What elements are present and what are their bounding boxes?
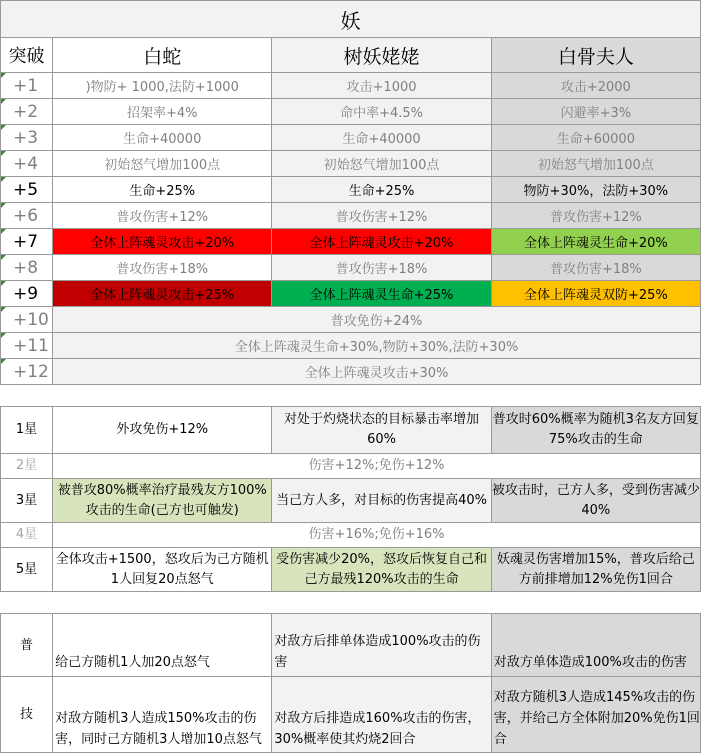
cell-shuyao: 普攻伤害+12% bbox=[272, 203, 491, 229]
cell-baigu: 对敌方随机3人造成145%攻击的伤害，并给己方全体附加20%免伤1回合 bbox=[491, 677, 700, 753]
row-label: +4 bbox=[1, 151, 53, 177]
cell-baishe: 招架率+4% bbox=[53, 99, 272, 125]
table-row bbox=[1, 359, 701, 385]
table-title: 妖 bbox=[1, 1, 701, 38]
star-label: 3星 bbox=[1, 479, 53, 523]
cell-shared: 全体上阵魂灵攻击+30% bbox=[53, 359, 701, 385]
header-breakthrough: 突破 bbox=[1, 38, 53, 73]
cell-baigu: 对敌方单体造成100%攻击的伤害 bbox=[491, 614, 700, 677]
table-row bbox=[1, 203, 701, 229]
table-row bbox=[1, 333, 701, 359]
cell-baigu: 普攻时60%概率为随机3名友方回复75%攻击的生命 bbox=[491, 407, 700, 454]
star-label: 5星 bbox=[1, 548, 53, 592]
cell-baishe: 被普攻80%概率治疗最残友方100%攻击的生命(己方也可触发) bbox=[53, 479, 272, 523]
star-label: 1星 bbox=[1, 407, 53, 454]
table-row bbox=[1, 407, 701, 454]
cell-baigu: 全体上阵魂灵生命+20% bbox=[491, 229, 700, 255]
cell-shuyao: 受伤害减少20%，怒攻后恢复自己和己方最残120%攻击的生命 bbox=[272, 548, 491, 592]
cell-shuyao: 攻击+1000 bbox=[272, 73, 491, 99]
row-label: +2 bbox=[1, 99, 53, 125]
cell-baigu: 攻击+2000 bbox=[491, 73, 700, 99]
table-row bbox=[1, 229, 701, 255]
table-row bbox=[1, 177, 701, 203]
row-label: +5 bbox=[1, 177, 53, 203]
cell-shuyao: 对敌方后排单体造成100%攻击的伤害 bbox=[272, 614, 491, 677]
row-label: +9 bbox=[1, 281, 53, 307]
cell-baigu: 生命+60000 bbox=[491, 125, 700, 151]
star-label: 2星 bbox=[1, 454, 53, 479]
row-label: +7 bbox=[1, 229, 53, 255]
cell-shuyao: 命中率+4.5% bbox=[272, 99, 491, 125]
cell-baishe: )物防+ 1000,法防+1000 bbox=[53, 73, 272, 99]
row-label: +1 bbox=[1, 73, 53, 99]
skill-table bbox=[0, 613, 701, 753]
skill-label-normal: 普 bbox=[1, 614, 53, 677]
star-table bbox=[0, 406, 701, 592]
star-label: 4星 bbox=[1, 523, 53, 548]
cell-baishe: 全体攻击+1500，怒攻后为己方随机1人回复20点怒气 bbox=[53, 548, 272, 592]
row-label: +10 bbox=[1, 307, 53, 333]
cell-baigu: 被攻击时，己方人多，受到伤害减少40% bbox=[491, 479, 700, 523]
table-row bbox=[1, 255, 701, 281]
cell-baigu: 闪避率+3% bbox=[491, 99, 700, 125]
cell-shuyao: 生命+40000 bbox=[272, 125, 491, 151]
row-label: +11 bbox=[1, 333, 53, 359]
table-row bbox=[1, 281, 701, 307]
cell-baishe: 生命+25% bbox=[53, 177, 272, 203]
cell-shuyao: 对处于灼烧状态的目标暴击率增加60% bbox=[272, 407, 491, 454]
cell-baishe: 全体上阵魂灵攻击+20% bbox=[53, 229, 272, 255]
cell-shuyao: 对敌方后排造成160%攻击的伤害，30%概率使其灼烧2回合 bbox=[272, 677, 491, 753]
cell-baishe: 对敌方随机3人造成150%攻击的伤害，同时己方随机3人增加10点怒气 bbox=[53, 677, 272, 753]
cell-baigu: 普攻伤害+12% bbox=[491, 203, 700, 229]
cell-baigu: 初始怒气增加100点 bbox=[491, 151, 700, 177]
row-label: +3 bbox=[1, 125, 53, 151]
cell-baishe: 全体上阵魂灵攻击+25% bbox=[53, 281, 272, 307]
cell-baishe: 普攻伤害+18% bbox=[53, 255, 272, 281]
table-row bbox=[1, 548, 701, 592]
cell-baigu: 全体上阵魂灵双防+25% bbox=[491, 281, 700, 307]
header-baigu: 白骨夫人 bbox=[491, 38, 700, 73]
cell-shuyao: 生命+25% bbox=[272, 177, 491, 203]
cell-shuyao: 全体上阵魂灵攻击+20% bbox=[272, 229, 491, 255]
skill-label-skill: 技 bbox=[1, 677, 53, 753]
row-label: +6 bbox=[1, 203, 53, 229]
cell-shared: 伤害+16%;免伤+16% bbox=[53, 523, 701, 548]
header-baishe: 白蛇 bbox=[53, 38, 272, 73]
table-row bbox=[1, 454, 701, 479]
table-row bbox=[1, 307, 701, 333]
cell-baishe: 外攻免伤+12% bbox=[53, 407, 272, 454]
table-row bbox=[1, 73, 701, 99]
table-row bbox=[1, 523, 701, 548]
cell-shuyao: 全体上阵魂灵生命+25% bbox=[272, 281, 491, 307]
cell-shuyao: 初始怒气增加100点 bbox=[272, 151, 491, 177]
header-shuyao: 树妖姥姥 bbox=[272, 38, 491, 73]
cell-baishe: 给己方随机1人加20点怒气 bbox=[53, 614, 272, 677]
cell-shuyao: 当己方人多，对目标的伤害提高40% bbox=[272, 479, 491, 523]
table-row bbox=[1, 677, 701, 753]
table-row bbox=[1, 125, 701, 151]
cell-baishe: 普攻伤害+12% bbox=[53, 203, 272, 229]
table-row bbox=[1, 479, 701, 523]
cell-shared: 伤害+12%;免伤+12% bbox=[53, 454, 701, 479]
cell-baishe: 生命+40000 bbox=[53, 125, 272, 151]
table-row bbox=[1, 614, 701, 677]
row-label: +12 bbox=[1, 359, 53, 385]
cell-baigu: 物防+30%，法防+30% bbox=[491, 177, 700, 203]
cell-shuyao: 普攻伤害+18% bbox=[272, 255, 491, 281]
row-label: +8 bbox=[1, 255, 53, 281]
cell-shared: 全体上阵魂灵生命+30%,物防+30%,法防+30% bbox=[53, 333, 701, 359]
cell-shared: 普攻免伤+24% bbox=[53, 307, 701, 333]
cell-baigu: 妖魂灵伤害增加15%，普攻后给己方前排增加12%免伤1回合 bbox=[491, 548, 700, 592]
table-row bbox=[1, 151, 701, 177]
cell-baishe: 初始怒气增加100点 bbox=[53, 151, 272, 177]
table-row bbox=[1, 99, 701, 125]
cell-baigu: 普攻伤害+18% bbox=[491, 255, 700, 281]
